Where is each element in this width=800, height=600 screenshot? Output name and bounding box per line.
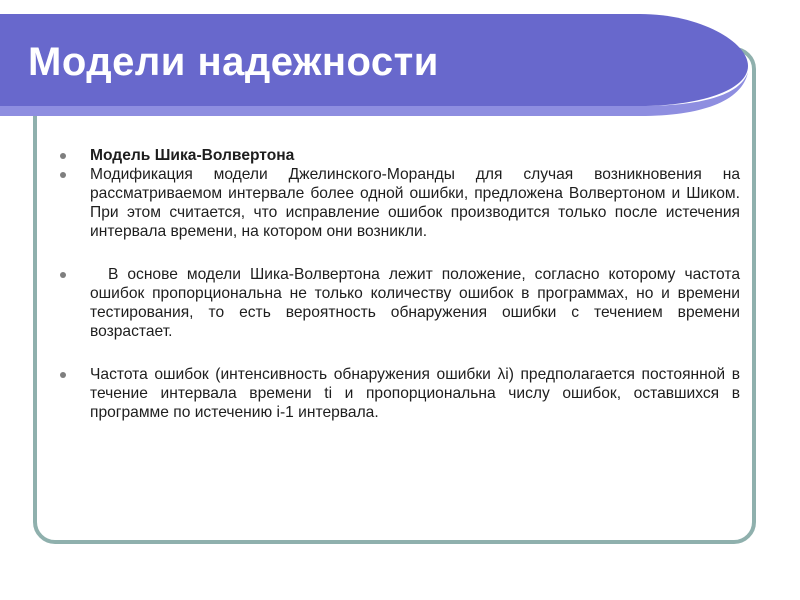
bullet-list xyxy=(58,146,745,422)
list-item xyxy=(58,165,740,241)
list-item-text: Частота ошибок (интенсивность обнаружения ошибки λi) предполагается постоянной в течение интервала времени ti и пропорциональна числу ошибок, оставшихся в программе по истечению i-1 интервала. xyxy=(90,366,740,421)
list-item-text: Модификация модели Джелинского-Моранды для случая возникновения на рассматриваемом интервале более одной ошибки, предложена Волвертоном и Шиком. При этом считается, что исправление ошибок производится только после истечения интервала времени, на котором они возникли. xyxy=(90,166,740,240)
bullet-icon xyxy=(60,153,66,159)
bullet-icon xyxy=(60,172,66,178)
list-item xyxy=(58,365,740,422)
list-item-text: Модель Шика-Волвертона xyxy=(90,147,295,164)
list-item-text: В основе модели Шика-Волвертона лежит положение, согласно которому частота ошибок пропорциональна не только количеству ошибок в программах, но и времени тестирования, то есть вероятность обнаружения ошибки с течением времени возрастает. xyxy=(90,266,745,340)
slide-title: Модели надежности xyxy=(28,40,439,84)
list-item xyxy=(58,265,745,341)
list-item xyxy=(58,146,740,165)
bullet-icon xyxy=(60,272,66,278)
bullet-icon xyxy=(60,372,66,378)
